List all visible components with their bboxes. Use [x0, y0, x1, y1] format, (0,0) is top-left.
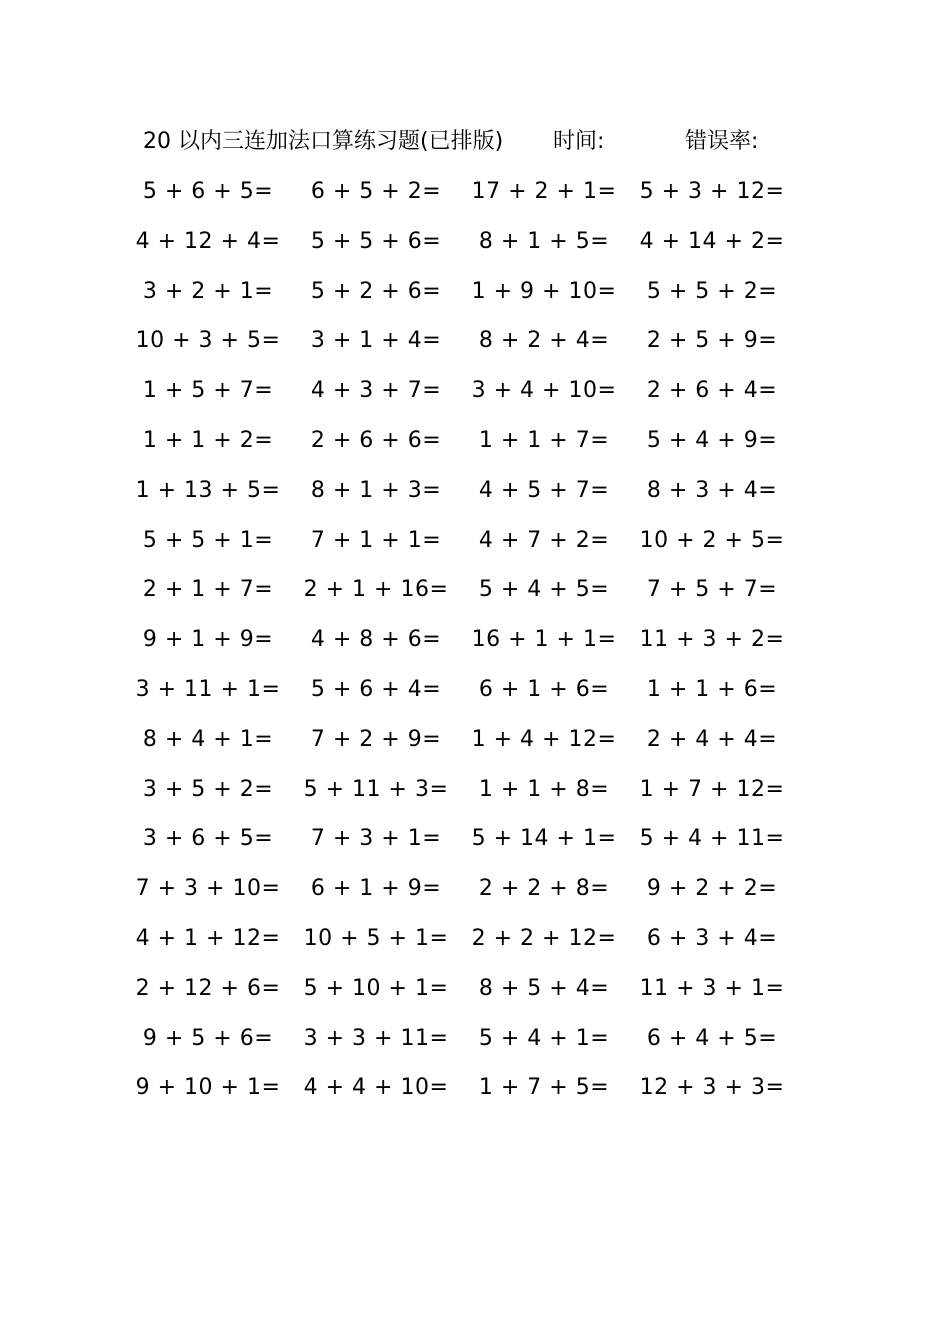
problem-item: 12 + 3 + 3= — [639, 1075, 785, 1101]
problem-row — [128, 321, 808, 371]
problem-item: 8 + 4 + 1= — [142, 726, 274, 752]
problem-item: 2 + 2 + 12= — [471, 925, 617, 951]
problem-item: 3 + 2 + 1= — [142, 278, 274, 304]
problem-item: 2 + 1 + 7= — [142, 577, 274, 603]
problem-item: 9 + 10 + 1= — [135, 1075, 281, 1101]
problem-item: 6 + 3 + 4= — [646, 925, 778, 951]
problem-row — [128, 919, 808, 969]
problem-item: 4 + 3 + 7= — [310, 378, 442, 404]
problem-item: 4 + 14 + 2= — [639, 228, 785, 254]
problem-grid — [128, 172, 808, 1118]
problem-item: 1 + 7 + 12= — [639, 776, 785, 802]
problem-item: 8 + 5 + 4= — [478, 975, 610, 1001]
problem-item: 11 + 3 + 1= — [639, 975, 785, 1001]
problem-item: 2 + 4 + 4= — [646, 726, 778, 752]
problem-row — [128, 272, 808, 322]
problem-item: 5 + 5 + 6= — [310, 228, 442, 254]
problem-item: 1 + 1 + 2= — [142, 427, 274, 453]
problem-row — [128, 620, 808, 670]
problem-item: 9 + 5 + 6= — [142, 1025, 274, 1051]
problem-item: 4 + 12 + 4= — [135, 228, 281, 254]
error-rate-label: 错误率: — [685, 129, 759, 154]
problem-item: 8 + 1 + 5= — [478, 228, 610, 254]
problem-item: 4 + 8 + 6= — [310, 627, 442, 653]
problem-item: 8 + 2 + 4= — [478, 328, 610, 354]
problem-item: 8 + 3 + 4= — [646, 477, 778, 503]
problem-item: 5 + 4 + 5= — [478, 577, 610, 603]
problem-item: 9 + 2 + 2= — [646, 876, 778, 902]
problem-item: 16 + 1 + 1= — [471, 627, 617, 653]
problem-row — [128, 521, 808, 571]
problem-item: 2 + 12 + 6= — [135, 975, 281, 1001]
problem-item: 4 + 7 + 2= — [478, 527, 610, 553]
problem-item: 10 + 5 + 1= — [303, 925, 449, 951]
problem-item: 2 + 5 + 9= — [646, 328, 778, 354]
problem-row — [128, 1068, 808, 1118]
problem-item: 3 + 4 + 10= — [471, 378, 617, 404]
problem-row — [128, 670, 808, 720]
problem-row — [128, 570, 808, 620]
problem-item: 5 + 3 + 12= — [639, 179, 785, 204]
problem-item: 9 + 1 + 9= — [142, 627, 274, 653]
problem-row — [128, 421, 808, 471]
problem-item: 5 + 6 + 5= — [142, 179, 274, 204]
worksheet-header — [143, 126, 783, 158]
problem-item: 1 + 1 + 8= — [478, 776, 610, 802]
problem-row — [128, 720, 808, 770]
problem-item: 8 + 1 + 3= — [310, 477, 442, 503]
problem-item: 7 + 1 + 1= — [310, 527, 442, 553]
problem-item: 6 + 1 + 9= — [310, 876, 442, 902]
problem-item: 5 + 10 + 1= — [303, 975, 449, 1001]
problem-item: 2 + 1 + 16= — [303, 577, 449, 603]
problem-item: 10 + 2 + 5= — [639, 527, 785, 553]
problem-item: 4 + 5 + 7= — [478, 477, 610, 503]
problem-row — [128, 819, 808, 869]
time-label: 时间: — [553, 129, 605, 154]
problem-row — [128, 869, 808, 919]
problem-item: 1 + 4 + 12= — [471, 726, 617, 752]
problem-item: 5 + 14 + 1= — [471, 826, 617, 852]
problem-item: 1 + 13 + 5= — [135, 477, 281, 503]
problem-item: 7 + 3 + 1= — [310, 826, 442, 852]
problem-item: 7 + 3 + 10= — [135, 876, 281, 902]
problem-item: 2 + 2 + 8= — [478, 876, 610, 902]
worksheet-title: 20 以内三连加法口算练习题(已排版) — [143, 129, 504, 154]
problem-item: 5 + 2 + 6= — [310, 278, 442, 304]
problem-item: 5 + 6 + 4= — [310, 676, 442, 702]
problem-item: 7 + 2 + 9= — [310, 726, 442, 752]
problem-row — [128, 172, 808, 222]
problem-item: 10 + 3 + 5= — [135, 328, 281, 354]
problem-item: 2 + 6 + 6= — [310, 427, 442, 453]
problem-item: 3 + 6 + 5= — [142, 826, 274, 852]
problem-item: 3 + 1 + 4= — [310, 328, 442, 354]
problem-row — [128, 222, 808, 272]
problem-item: 3 + 3 + 11= — [303, 1025, 449, 1051]
problem-item: 1 + 1 + 6= — [646, 676, 778, 702]
problem-row — [128, 969, 808, 1019]
problem-item: 6 + 1 + 6= — [478, 676, 610, 702]
problem-item: 5 + 5 + 2= — [646, 278, 778, 304]
problem-item: 4 + 1 + 12= — [135, 925, 281, 951]
problem-item: 5 + 4 + 9= — [646, 427, 778, 453]
problem-item: 5 + 11 + 3= — [303, 776, 449, 802]
problem-item: 4 + 4 + 10= — [303, 1075, 449, 1101]
problem-item: 1 + 9 + 10= — [471, 278, 617, 304]
problem-item: 3 + 11 + 1= — [135, 676, 281, 702]
problem-item: 5 + 4 + 1= — [478, 1025, 610, 1051]
problem-row — [128, 770, 808, 820]
problem-item: 1 + 5 + 7= — [142, 378, 274, 404]
problem-item: 6 + 5 + 2= — [310, 179, 442, 204]
problem-item: 17 + 2 + 1= — [471, 179, 617, 204]
problem-row — [128, 371, 808, 421]
problem-item: 6 + 4 + 5= — [646, 1025, 778, 1051]
problem-item: 5 + 4 + 11= — [639, 826, 785, 852]
problem-item: 5 + 5 + 1= — [142, 527, 274, 553]
problem-item: 7 + 5 + 7= — [646, 577, 778, 603]
problem-item: 2 + 6 + 4= — [646, 378, 778, 404]
problem-row — [128, 1019, 808, 1069]
problem-item: 1 + 7 + 5= — [478, 1075, 610, 1101]
problem-item: 11 + 3 + 2= — [639, 627, 785, 653]
problem-row — [128, 471, 808, 521]
problem-item: 3 + 5 + 2= — [142, 776, 274, 802]
problem-item: 1 + 1 + 7= — [478, 427, 610, 453]
